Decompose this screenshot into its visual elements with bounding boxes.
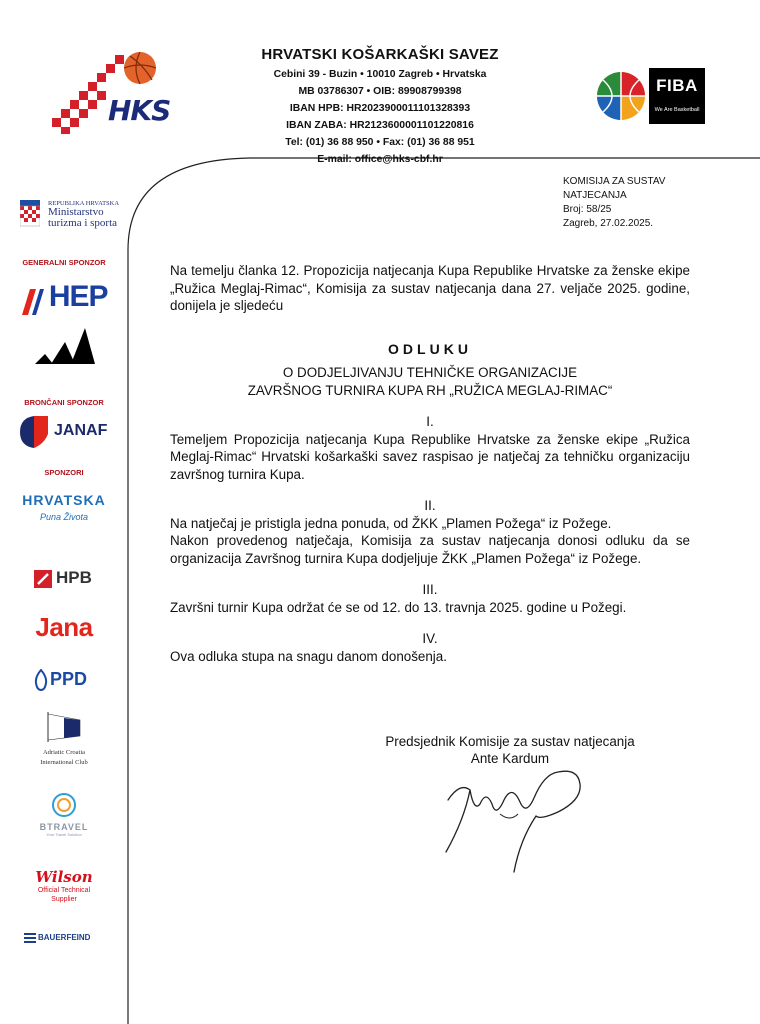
email-line: E-mail: office@hks-cbf.hr	[317, 154, 443, 165]
hrvatska-text: HRVATSKA	[22, 492, 106, 508]
hep-text: HEP	[48, 280, 108, 313]
decision-subtitle-line-2: ZAVRŠNOG TURNIRA KUPA RH „RUŽICA MEGLAJ-RIMAC“	[247, 382, 613, 398]
fiba-ball-icon	[593, 68, 649, 124]
bronze-sponsor-label: BRONČANI SPONZOR	[24, 398, 104, 407]
reference-block	[563, 175, 665, 231]
signatory-name: Ante Kardum	[470, 751, 550, 766]
aci-logo	[8, 708, 120, 778]
fiba-logo	[593, 68, 705, 124]
hrvatska-tourism-logo	[8, 492, 120, 540]
committee-line-2: NATJECANJA	[563, 190, 627, 201]
aci-line-2: International Club	[40, 759, 88, 766]
wilson-text: Wilson	[35, 868, 93, 886]
letterhead	[220, 46, 540, 168]
decision-subtitle-line-1: O DODJELJIVANJU TEHNIČKE ORGANIZACIJE	[282, 365, 578, 380]
hks-logo-text: HKS	[108, 94, 171, 127]
section-number: II.	[424, 498, 436, 513]
wilson-logo	[8, 868, 120, 914]
janaf-mark-icon	[16, 414, 50, 450]
hep-mark-icon	[20, 287, 44, 317]
bauerfeind-mark-icon	[24, 933, 36, 943]
ppd-logo	[8, 666, 120, 694]
fiba-text: FIBA	[656, 76, 698, 95]
bauerfeind-logo	[8, 930, 120, 946]
section-paragraph: Ova odluka stupa na snagu danom donošenja.	[170, 648, 447, 664]
btravel-logo	[8, 792, 120, 842]
section-paragraph: Temeljem Propozicija natjecanja Kupa Republike Hrvatske za ženske ekipe „Ružica Meglaj-Rimac“ Hrvatski košarkaški savez raspisao je natječaj za tehničku organizaciju završnog turnira Kupa.	[170, 431, 690, 482]
section-paragraph: Završni turnir Kupa održat će se od 12. do 13. travnja 2025. godine u Požegi.	[170, 599, 627, 615]
adidas-stripes-icon	[33, 326, 95, 366]
hpb-mark-icon	[34, 570, 52, 588]
iban-hpb-line: IBAN HPB: HR2023900011101328393	[289, 103, 471, 114]
handwritten-signature	[440, 760, 590, 880]
fiba-slogan: We Are Basketball	[654, 107, 700, 113]
aci-flag-icon	[44, 710, 84, 744]
wilson-line-1: Official Technical	[37, 887, 91, 894]
registration-line: MB 03786307 • OIB: 89908799398	[298, 86, 462, 97]
section-number: I.	[426, 414, 434, 429]
organization-name: HRVATSKI KOŠARKAŠKI SAVEZ	[261, 46, 499, 63]
ministry-line-1: REPUBLIKA HRVATSKA	[48, 200, 120, 207]
ppd-text: PPD	[50, 669, 88, 689]
janaf-logo	[8, 414, 120, 454]
reference-number: Broj: 58/25	[563, 204, 612, 215]
hks-logo	[52, 48, 202, 134]
hrvatska-slogan: Puna Života	[39, 512, 89, 522]
general-sponsor-label: GENERALNI SPONZOR	[22, 258, 106, 267]
hpb-text: HPB	[56, 568, 92, 587]
ministry-line-2: Ministarstvo	[48, 206, 104, 218]
section-number: III.	[422, 582, 438, 597]
aci-line-1: Adriatic Croatia	[42, 749, 86, 756]
ministry-line-3: turizma i sporta	[48, 217, 118, 229]
signatory-role: Predsjednik Komisije za sustav natjecanja	[385, 734, 635, 749]
committee-line-1: KOMISIJA ZA SUSTAV	[563, 176, 666, 187]
jana-logo	[8, 612, 120, 646]
sponsors-label: SPONZORI	[44, 468, 84, 477]
ppd-flame-icon	[34, 669, 48, 691]
decision-title: ODLUKU	[388, 340, 472, 357]
ministry-logo	[8, 198, 120, 238]
jana-text: Jana	[35, 612, 93, 642]
intro-paragraph: Na temelju članka 12. Propozicija natjecanja Kupa Republike Hrvatske za ženske ekipe „Ružica Meglaj-Rimac“, Komisija za sustav natjecanja dana 27. veljače 2025. godine, donijela je sljedeću	[170, 263, 690, 313]
address-line: Cebini 39 - Buzin • 10010 Zagreb • Hrvatska	[273, 69, 487, 80]
hep-logo	[8, 280, 120, 318]
hpb-logo	[8, 566, 120, 592]
phone-fax-line: Tel: (01) 36 88 950 • Fax: (01) 36 88 951	[285, 137, 475, 148]
adidas-logo	[8, 326, 120, 368]
bauerfeind-text: BAUERFEIND	[38, 933, 91, 942]
fiba-wordmark	[649, 68, 705, 124]
place-date: Zagreb, 27.02.2025.	[563, 218, 654, 229]
btravel-globe-icon	[51, 792, 77, 818]
btravel-text: BTRAVEL	[39, 822, 89, 832]
wilson-line-2: Supplier	[51, 896, 77, 903]
section-paragraph: Nakon provedenog natječaja, Komisija za sustav natjecanja donosi odluku da se organizacija Završnog turnira Kupa dodjeljuje ŽKK „Plamen Požega“ iz Požege.	[170, 533, 690, 566]
section-number: IV.	[422, 631, 438, 646]
iban-zaba-line: IBAN ZABA: HR2123600001101220816	[286, 120, 474, 131]
section-paragraph: Na natječaj je pristigla jedna ponuda, od ŽKK „Plamen Požega“ iz Požege.	[170, 515, 612, 531]
janaf-text: JANAF	[54, 422, 108, 439]
croatian-coat-of-arms-icon	[20, 200, 40, 228]
sponsor-sidebar	[8, 192, 120, 972]
decision-body	[170, 262, 690, 665]
btravel-slogan: Your Travel Solution	[46, 832, 82, 837]
